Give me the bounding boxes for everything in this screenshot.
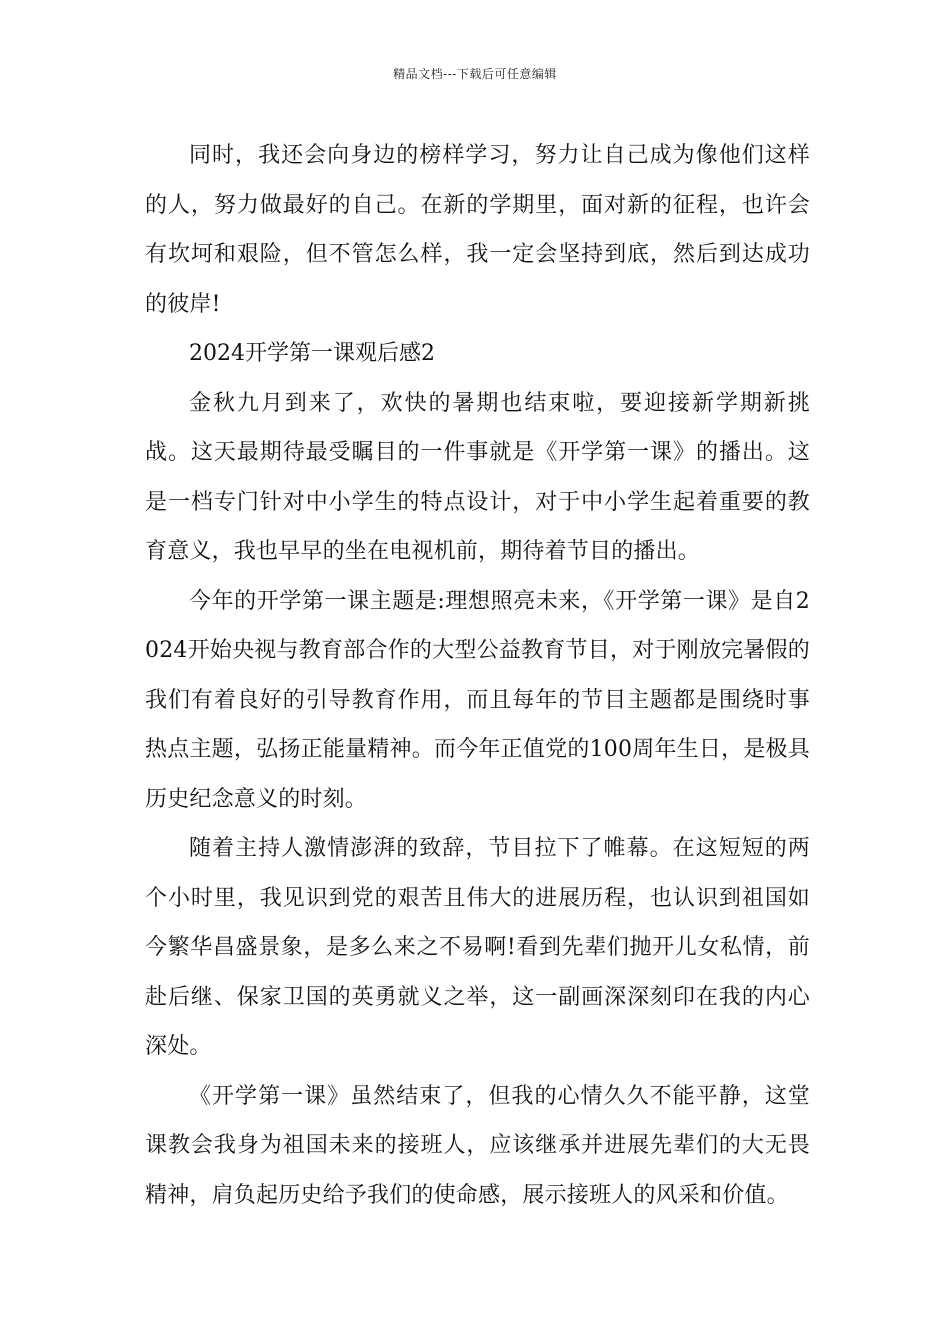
paragraph-role-models: 同时，我还会向身边的榜样学习，努力让自己成为像他们这样的人，努力做最好的自己。在新的学期里，面对新的征程，也许会有坎坷和艰险，但不管怎么样，我一定会坚持到底，然后到达成功的彼岸! bbox=[145, 143, 810, 317]
essay-title: 2024开学第一课观后感2 bbox=[189, 341, 435, 366]
header-note: 精品文档---下载后可任意编辑 bbox=[393, 67, 557, 81]
paragraph-theme: 今年的开学第一课主题是:理想照亮未来，《开学第一课》是自2024开始央视与教育部合作的大型公益教育节目，对于刚放完暑假的我们有着良好的引导教育作用，而且每年的节目主题都是围绕时事热点主题，弘扬正能量精神。而今年正值党的100周年生日，是极具历史纪念意义的时刻。 bbox=[145, 588, 810, 812]
paragraph-september: 金秋九月到来了，欢快的暑期也结束啦，要迎接新学期新挑战。这天最期待最受瞩目的一件事就是《开学第一课》的播出。这是一档专门针对中小学生的特点设计，对于中小学生起着重要的教育意义，我也早早的坐在电视机前，期待着节目的播出。 bbox=[145, 390, 810, 564]
paragraph-conclusion: 《开学第一课》虽然结束了，但我的心情久久不能平静，这堂课教会我身为祖国未来的接班人，应该继承并进展先辈们的大无畏精神，肩负起历史给予我们的使命感，展示接班人的风采和价值。 bbox=[145, 1083, 810, 1208]
body-text bbox=[145, 131, 810, 1220]
paragraph-host-speech: 随着主持人激情澎湃的致辞，节目拉下了帷幕。在这短短的两个小时里，我见识到党的艰苦且伟大的进展历程，也认识到祖国如今繁华昌盛景象，是多么来之不易啊!看到先辈们抛开儿女私情，前赴后继、保家卫国的英勇就义之举，这一副画深深刻印在我的内心深处。 bbox=[145, 836, 810, 1059]
